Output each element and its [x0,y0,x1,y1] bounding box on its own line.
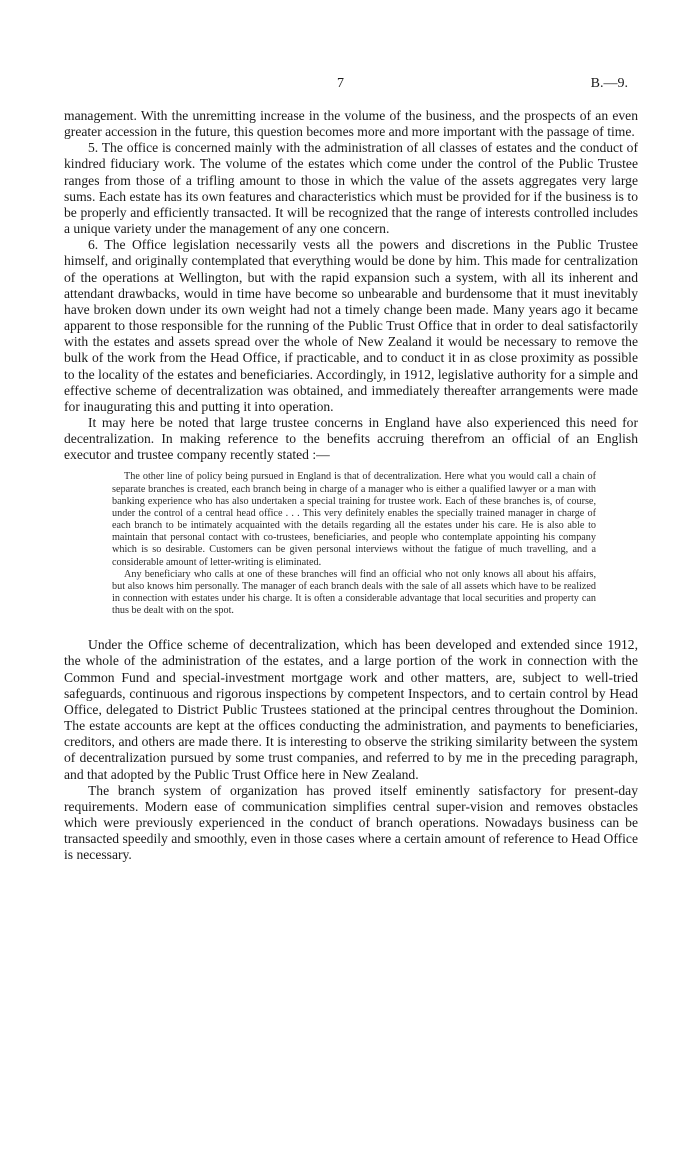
paragraph-office-scheme: Under the Office scheme of decentralization, which has been developed and extended since 1912, the whole of the administration of the estates, and a large portion of the work in connection with the Common Fund and special-investment mortgage work and other matters, are, subject to well-tried safeguards, continuous and rigorous inspections by competent Inspectors, and to certain control by Head Office, delegated to District Public Trustees stationed at the principal centres throughout the Dominion. The estate accounts are kept at the offices conducting the administration, and payments to beneficiaries, creditors, and others are made there. It is interesting to observe the striking similarity between the system of decentralization pursued by some trust companies, and referred to by me in the preceding paragraph, and that adopted by the Public Trust Office here in New Zealand. [64,637,638,782]
quote-paragraph: Any beneficiary who calls at one of these branches will find an official who not only knows all about his affairs, but also knows him personally. The manager of each branch deals with the sale of all assets which have to be realized in connection with estates under his charge. It is often a considerable advantage that local securities and property can thus be dealt with on the spot. [112,568,596,617]
spacer [64,617,638,637]
document-code: B.—9. [590,76,628,91]
page-header [0,76,700,96]
quote-paragraph: The other line of policy being pursued in England is that of decentralization. Here what you would call a chain of separate branches is created, each branch being in charge of a manager who is either a qualified lawyer or a man with banking experience who has also undertaken a special training for trustee work. Each of these branches is, of course, under the control of a central head office . . . This very definitely enables the specially trained manager in charge of each branch to be intimately acquainted with the details regarding all the estates under his care. He is also able to maintain that personal contact with co-trustees, beneficiaries, and people who contemplate appointing his company which is so desirable. Customers can be given personal interviews without the fatigue of much travelling, and a considerable amount of letter-writing is eliminated. [112,471,596,568]
paragraph-branch-system: The branch system of organization has proved itself eminently satisfactory for present-day requirements. Modern ease of communication simplifies central super-vision and removes obstacles which were previously experienced in the conduct of branch operations. Nowadays business can be transacted speedily and smoothly, even in those cases where a certain amount of reference to Head Office is necessary. [64,782,638,863]
page-number: 7 [337,76,344,91]
block-quote [112,471,596,617]
paragraph-england: It may here be noted that large trustee concerns in England have also experienced this need for decentralization. In making reference to the benefits accruing therefrom an official of an English executor and trustee company recently stated :— [64,414,638,463]
paragraph-6: 6. The Office legislation necessarily vests all the powers and discretions in the Public Trustee himself, and originally contemplated that everything would be done by him. This made for centralization of the operations at Wellington, but with the rapid expansion such a system, with all its inherent and attendant drawbacks, would in time have become so unbearable and burdensome that it must inevitably have broken down under its own weight had not a timely change been made. Many years ago it became apparent to those responsible for the running of the Public Trust Office that in order to deal satisfactorily with the estates and assets spread over the whole of New Zealand it would be necessary to remove the bulk of the work from the Head Office, if practicable, and to conduct it in as close proximity as possible to the locality of the estates and beneficiaries. Accordingly, in 1912, legislative authority for a simple and effective scheme of decentralization was obtained, and immediately thereafter arrangements were made for inaugurating this and putting it into operation. [64,237,638,414]
paragraph-continuation: management. With the unremitting increase in the volume of the business, and the prospects of an even greater accession in the future, this question becomes more and more important with the passage of time. [64,108,638,140]
document-body [64,108,638,864]
paragraph-5: 5. The office is concerned mainly with the administration of all classes of estates and the conduct of kindred fiduciary work. The volume of the estates which come under the control of the Public Trustee ranges from those of a trifling amount to those in which the value of the assets aggregates very large sums. Each estate has its own features and characteristics which must be provided for if the business is to be properly and efficiently transacted. It will be recognized that the range of interests controlled includes a unique variety under the management of any one concern. [64,140,638,237]
